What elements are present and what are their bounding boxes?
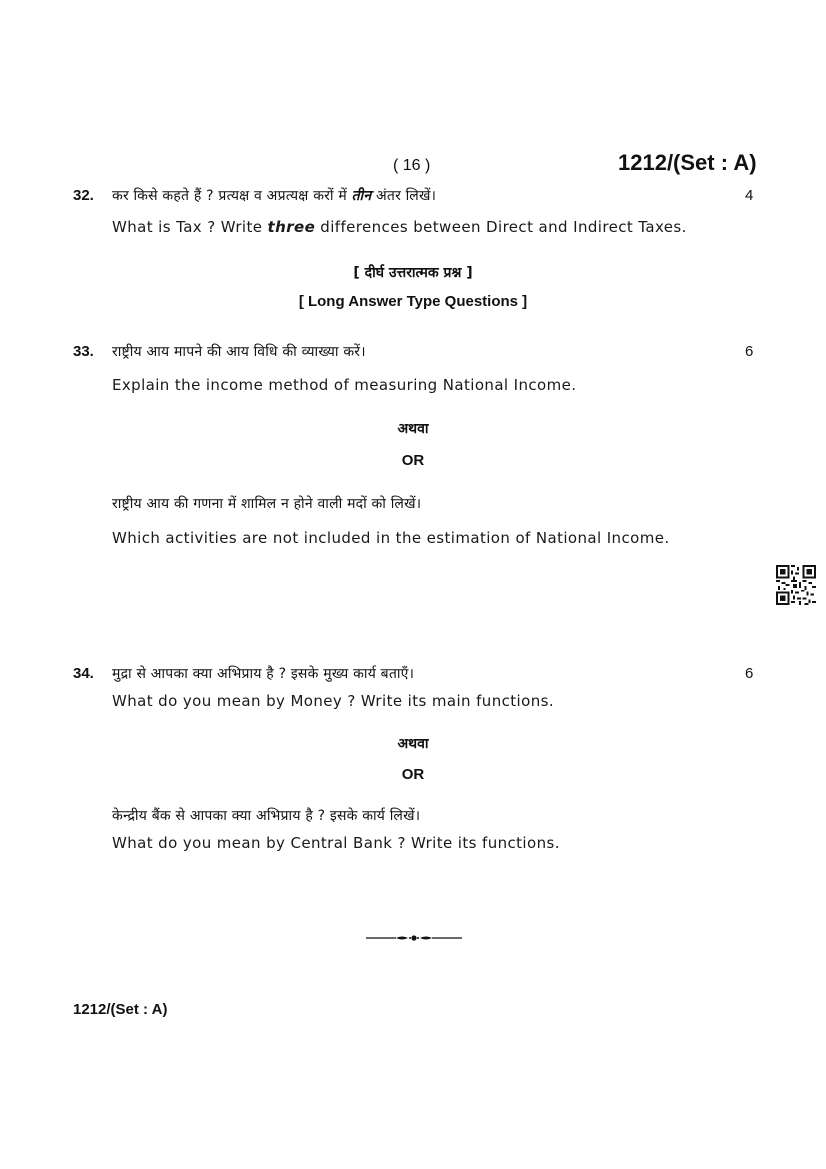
- section-heading-hindi: [ दीर्घ उत्तरात्मक प्रश्न ]: [353, 265, 473, 281]
- marks-32: 4: [745, 187, 754, 204]
- qr-code-icon: [776, 565, 816, 605]
- question-32-hindi-post: अंतर लिखें।: [371, 188, 437, 204]
- or-english-34: OR: [401, 766, 425, 783]
- question-32-hindi-emphasis: तीन: [351, 188, 372, 204]
- question-32-english-post: differences between Direct and Indirect Taxes.: [315, 218, 687, 236]
- marks-33: 6: [745, 343, 754, 360]
- or-english-33: OR: [401, 452, 425, 469]
- marks-34: 6: [745, 665, 754, 682]
- question-34-hindi: मुद्रा से आपका क्या अभिप्राय है ? इसके मुख्य कार्य बताएँ।: [112, 666, 415, 682]
- question-34-alt-english: What do you mean by Central Bank ? Write its functions.: [112, 834, 560, 852]
- question-33-english: Explain the income method of measuring National Income.: [112, 376, 577, 394]
- question-33-alt-english: Which activities are not included in the estimation of National Income.: [112, 529, 670, 547]
- question-number-32: 32.: [73, 187, 94, 204]
- question-number-34: 34.: [73, 665, 94, 682]
- question-33-alt-hindi: राष्ट्रीय आय की गणना में शामिल न होने वाली मदों को लिखें।: [112, 496, 422, 512]
- question-32-english-emphasis: three: [267, 218, 316, 236]
- paper-code-header: 1212/(Set : A): [618, 150, 757, 175]
- question-33-hindi: राष्ट्रीय आय मापने की आय विधि की व्याख्या करें।: [112, 344, 366, 360]
- question-32-english: [112, 218, 687, 236]
- question-32-hindi-pre: कर किसे कहते हैं ? प्रत्यक्ष व अप्रत्यक्ष करों में: [112, 188, 352, 204]
- page-number: ( 16 ): [393, 157, 431, 174]
- question-34-alt-hindi: केन्द्रीय बैंक से आपका क्या अभिप्राय है ? इसके कार्य लिखें।: [112, 808, 421, 824]
- section-heading-english: [ Long Answer Type Questions ]: [298, 293, 528, 310]
- or-hindi-33: अथवा: [397, 421, 429, 437]
- paper-code-footer: 1212/(Set : A): [73, 1001, 168, 1018]
- question-32-english-pre: What is Tax ? Write: [112, 218, 268, 236]
- or-hindi-34: अथवा: [397, 736, 429, 752]
- question-32-hindi: [112, 186, 436, 205]
- question-number-33: 33.: [73, 343, 94, 360]
- ornamental-divider-icon: [366, 931, 462, 945]
- question-34-english: What do you mean by Money ? Write its main functions.: [112, 692, 554, 710]
